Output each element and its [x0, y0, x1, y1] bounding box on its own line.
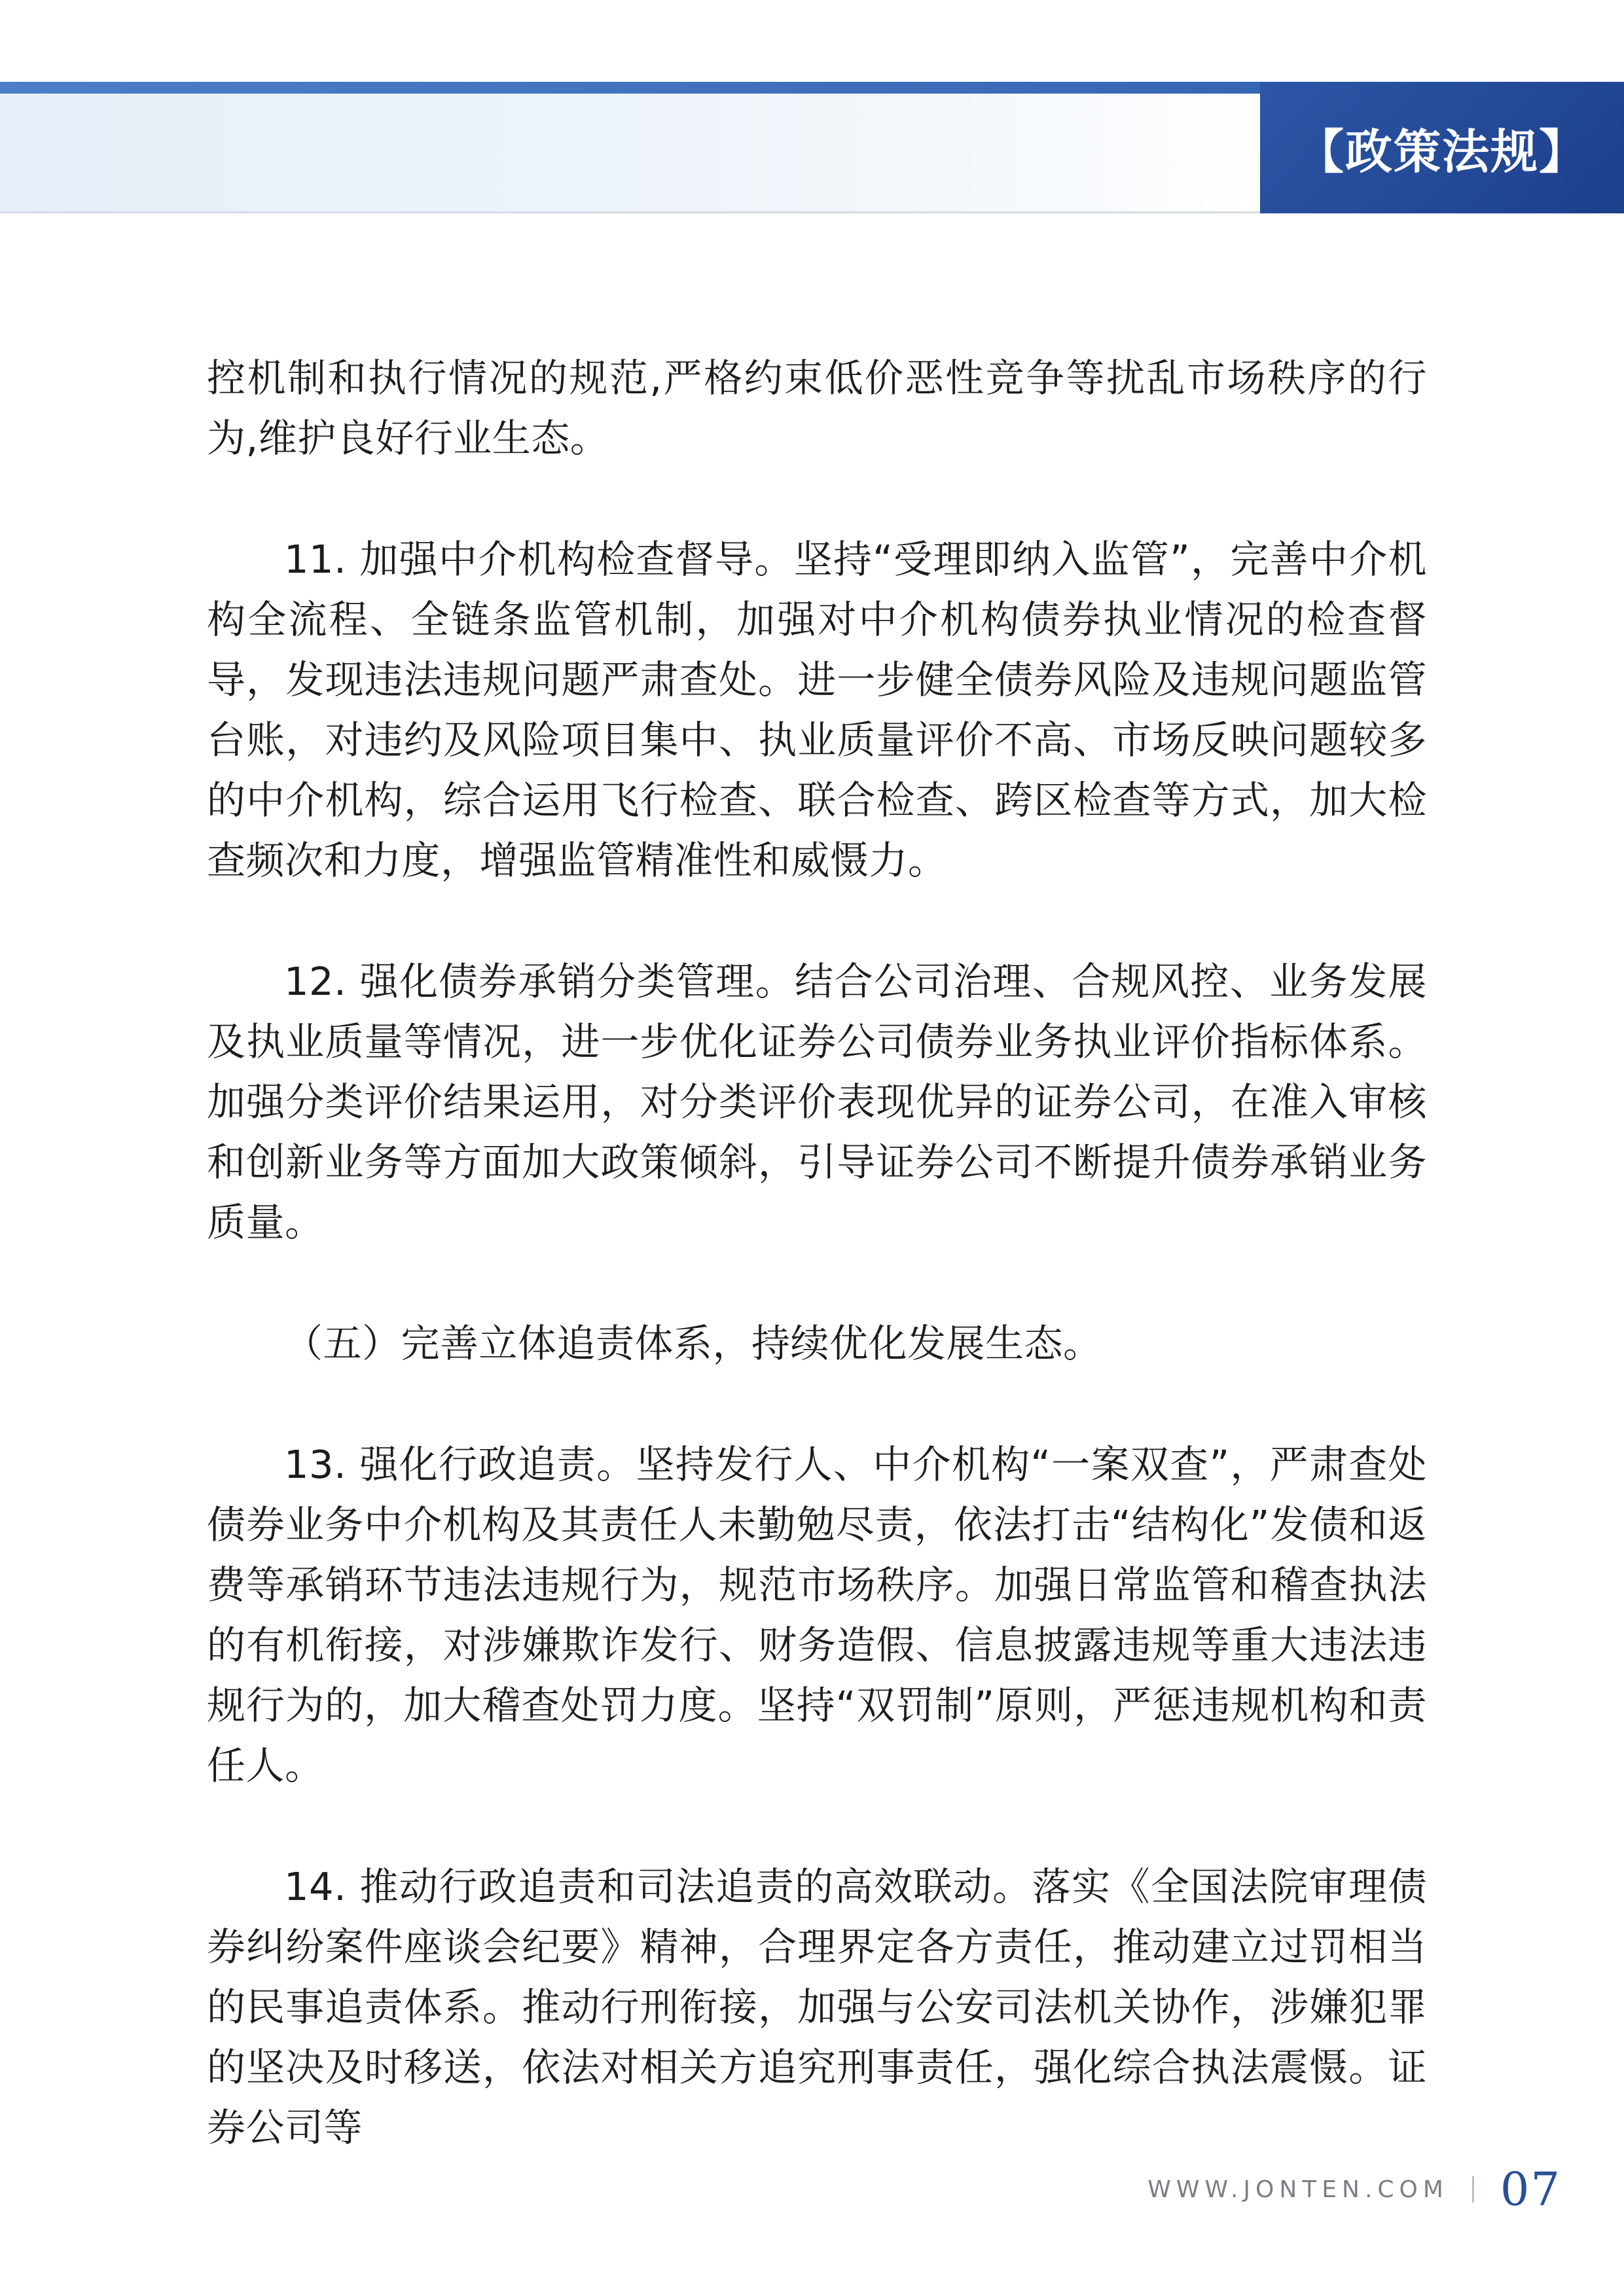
paragraph-item-13: 13. 强化行政追责。坚持发行人、中介机构“一案双查”，严肃查处债券业务中介机构及其责任人未勤勉尽责，依法打击“结构化”发债和返费等承销环节违法违规行为，规范市场秩序。加强日常监管和稽查执法的有机衔接，对涉嫌欺诈发行、财务造假、信息披露违规等重大违法违规行为的，加大稽查处罚力度。坚持“双罚制”原则，严惩违规机构和责任人。	[207, 1442, 1427, 1788]
page-number: 07	[1500, 2162, 1561, 2216]
paragraph-item-11: 11. 加强中介机构检查督导。坚持“受理即纳入监管”，完善中介机构全流程、全链条监管机制，加强对中介机构债券执业情况的检查督导，发现违法违规问题严肃查处。进一步健全债券风险及违规问题监管台账，对违约及风险项目集中、执业质量评价不高、市场反映问题较多的中介机构，综合运用飞行检查、联合检查、跨区检查等方式，加大检查频次和力度，增强监管精准性和威慑力。	[207, 537, 1427, 883]
website-url: WWW.JONTEN.COM	[1147, 2176, 1449, 2203]
paragraph-continuation: 控机制和执行情况的规范,严格约束低价恶性竞争等扰乱市场秩序的行为,维护良好行业生态。	[207, 355, 1427, 461]
section-heading-5: （五）完善立体追责体系，持续优化发展生态。	[284, 1321, 1102, 1366]
section-label: 【政策法规】	[1296, 123, 1587, 179]
header-accent-line	[0, 82, 1260, 94]
header-divider	[0, 211, 1260, 213]
section-tab	[1260, 82, 1624, 213]
paragraph-item-14: 14. 推动行政追责和司法追责的高效联动。落实《全国法院审理债券纠纷案件座谈会纪要》精神，合理界定各方责任，推动建立过罚相当的民事追责体系。推动行刑衔接，加强与公安司法机关协作，涉嫌犯罪的坚决及时移送，依法对相关方追究刑事责任，强化综合执法震慑。证券公司等	[207, 1864, 1427, 2150]
footer-divider	[1472, 2176, 1474, 2202]
page-header	[0, 0, 1624, 216]
paragraph-item-12: 12. 强化债券承销分类管理。结合公司治理、合规风控、业务发展及执业质量等情况，进一步优化证券公司债券业务执业评价指标体系。加强分类评价结果运用，对分类评价表现优异的证券公司，在准入审核和创新业务等方面加大政策倾斜，引导证券公司不断提升债券承销业务质量。	[207, 959, 1427, 1245]
page-footer	[1147, 2160, 1561, 2219]
article-body	[207, 348, 1427, 2158]
header-band	[0, 94, 1260, 211]
